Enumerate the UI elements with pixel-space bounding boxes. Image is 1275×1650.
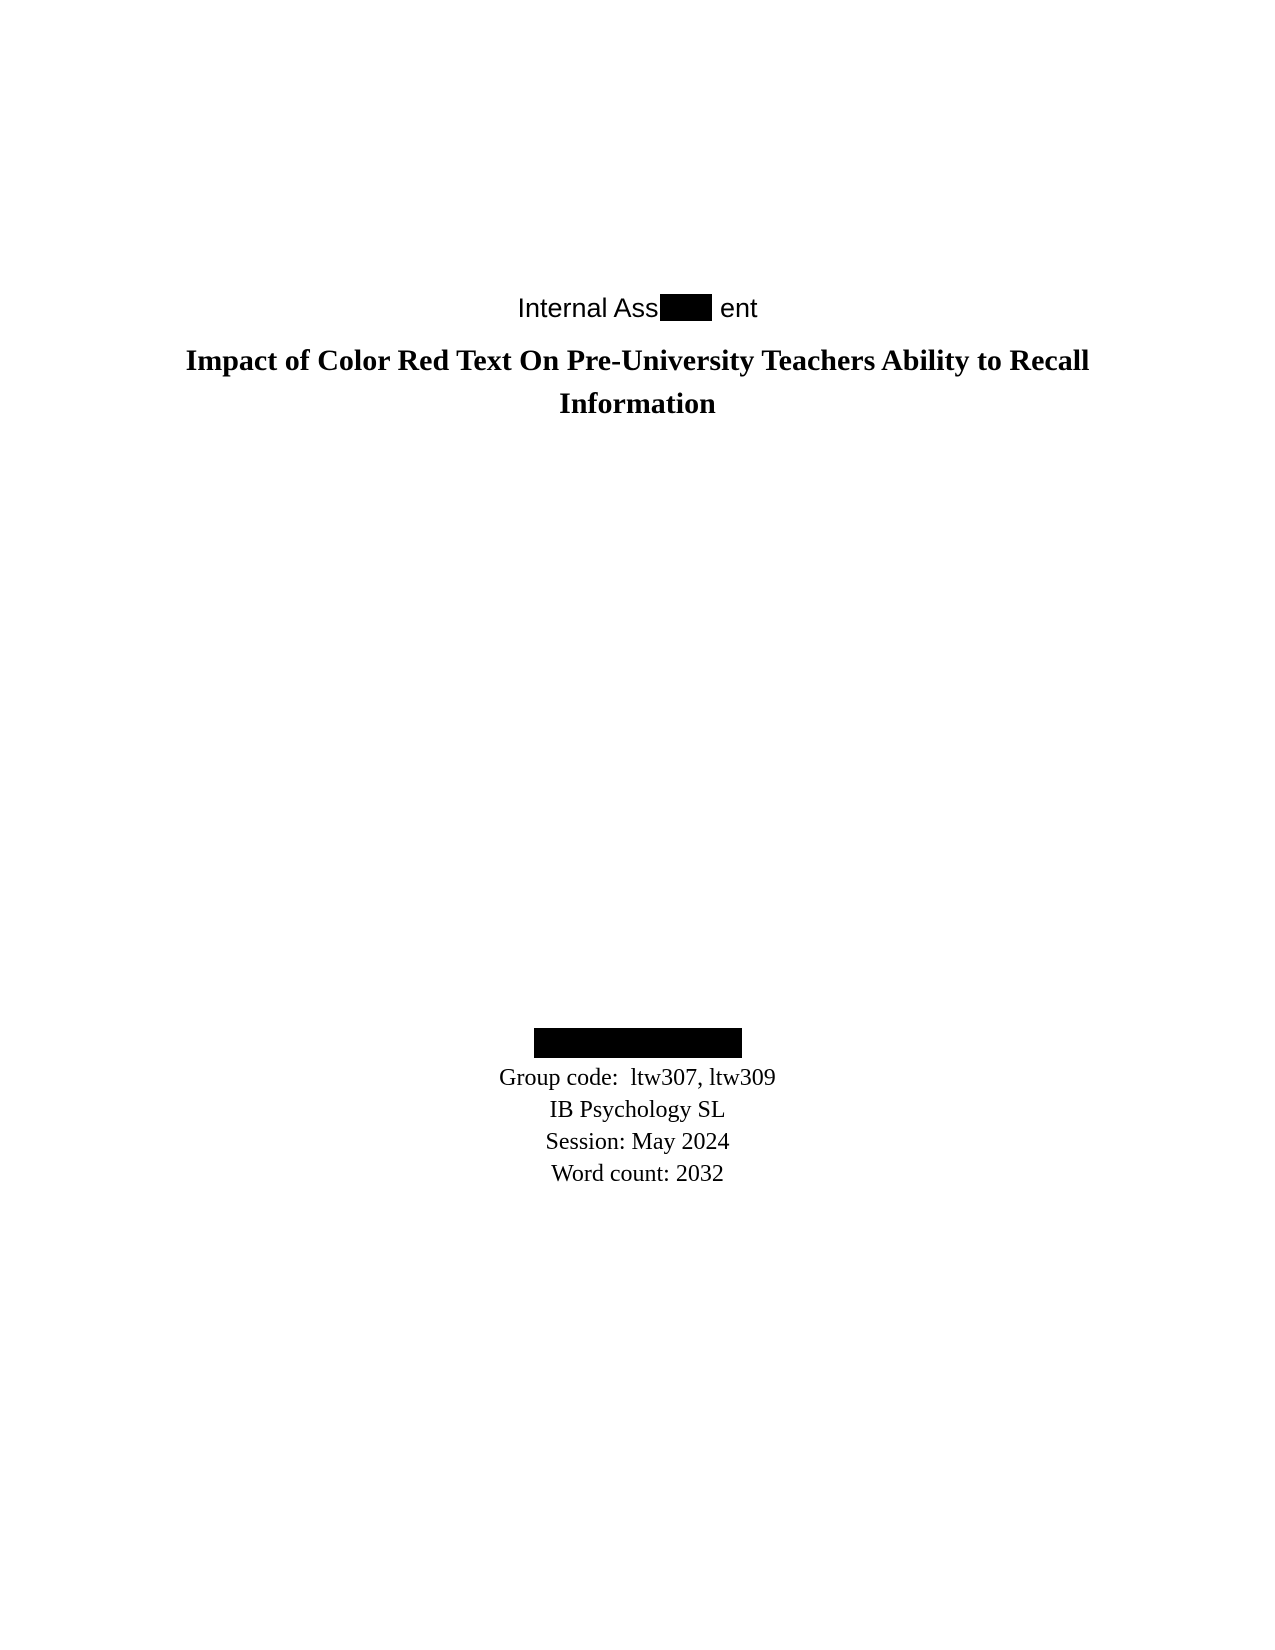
meta-subject: IB Psychology SL xyxy=(549,1096,726,1123)
document-header-suffix: ent xyxy=(712,293,758,323)
document-meta xyxy=(0,1028,1275,1191)
meta-group-code: Group code: ltw307, ltw309 xyxy=(499,1065,776,1091)
redaction-block-header xyxy=(660,294,712,321)
meta-session: Session: May 2024 xyxy=(545,1128,730,1155)
page-title: Impact of Color Red Text On Pre-University Teachers Ability to Recall Information xyxy=(185,344,1090,420)
redaction-block-name xyxy=(534,1028,742,1058)
document-header xyxy=(0,292,1275,324)
meta-word-count: Word count: 2032 xyxy=(551,1160,724,1187)
document-header-prefix: Internal Ass xyxy=(517,293,659,323)
